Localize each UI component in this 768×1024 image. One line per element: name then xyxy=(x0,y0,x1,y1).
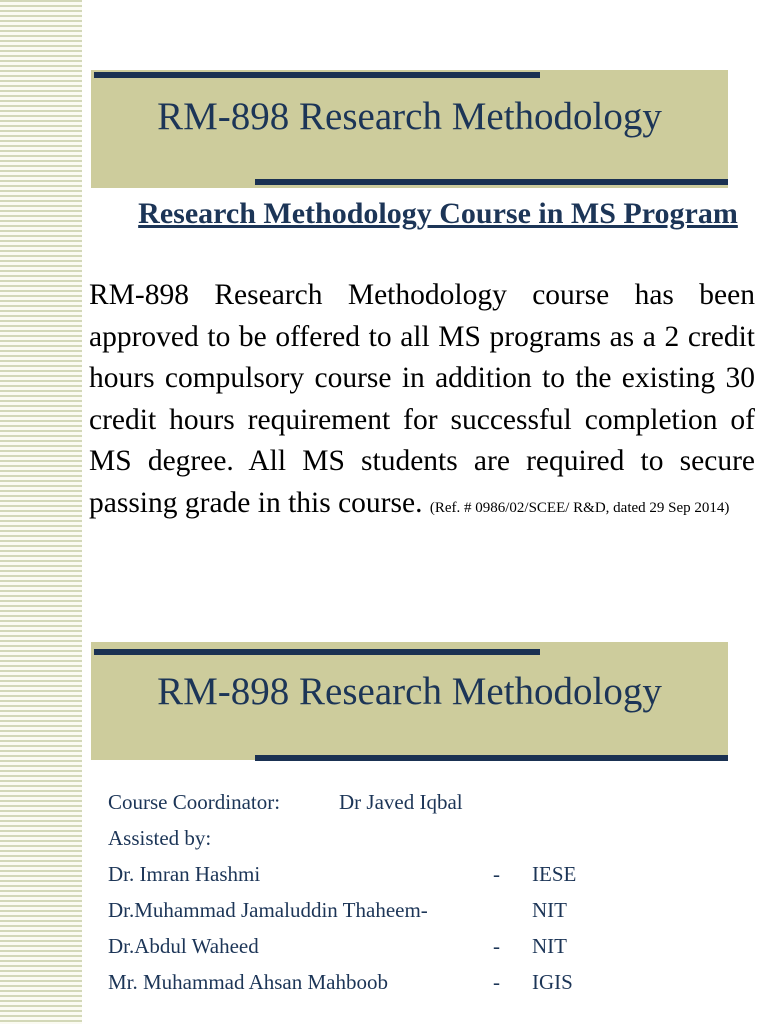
assistant-name: Dr.Abdul Waheed xyxy=(108,934,259,958)
assistant-institute: NIT xyxy=(532,898,567,922)
assisted-by-row xyxy=(108,820,728,856)
slide1-title-top-bar xyxy=(94,72,540,78)
striped-margin-decoration xyxy=(0,0,82,1024)
staff-list xyxy=(108,784,728,1000)
assistant-name: Mr. Muhammad Ahsan Mahboob xyxy=(108,970,388,994)
slide1-title: RM-898 Research Methodology xyxy=(157,95,662,138)
slide2-title: RM-898 Research Methodology xyxy=(157,670,662,713)
coordinator-label: Course Coordinator: xyxy=(108,790,281,814)
assistant-row xyxy=(108,964,728,1000)
slide1-title-bottom-bar xyxy=(255,179,728,185)
assistant-row xyxy=(108,928,728,964)
assistant-dash: - xyxy=(493,970,500,994)
coordinator-row xyxy=(108,784,728,820)
assistant-institute: IESE xyxy=(532,862,577,886)
slide2-title-band xyxy=(91,642,728,760)
slide1-title-band xyxy=(91,70,728,188)
assistant-dash: - xyxy=(493,862,500,886)
assistant-dash: - xyxy=(493,934,500,958)
assistant-row xyxy=(108,892,728,928)
assistant-name: Dr.Muhammad Jamaluddin Thaheem- xyxy=(108,898,428,922)
slide1-reference: (Ref. # 0986/02/SCEE/ R&D, dated 29 Sep 2014) xyxy=(429,499,730,516)
slide2-title-top-bar xyxy=(94,649,540,655)
slide1-body-text: RM-898 Research Methodology course has been approved to be offered to all MS programs as a 2 credit hours compulsory course in addition to the existing 30 credit hours requirement for successful completion of MS degree. All MS students are required to secure passing grade in this course. xyxy=(89,279,755,519)
assisted-by-label: Assisted by: xyxy=(108,826,212,850)
coordinator-name: Dr Javed Iqbal xyxy=(339,790,463,814)
assistant-institute: IGIS xyxy=(532,970,573,994)
slide1-heading: Research Methodology Course in MS Program xyxy=(138,197,738,230)
assistant-row xyxy=(108,856,728,892)
slide2-title-bottom-bar xyxy=(255,755,728,761)
assistant-name: Dr. Imran Hashmi xyxy=(108,862,261,886)
assistant-institute: NIT xyxy=(532,934,567,958)
slide1-body xyxy=(89,275,755,529)
